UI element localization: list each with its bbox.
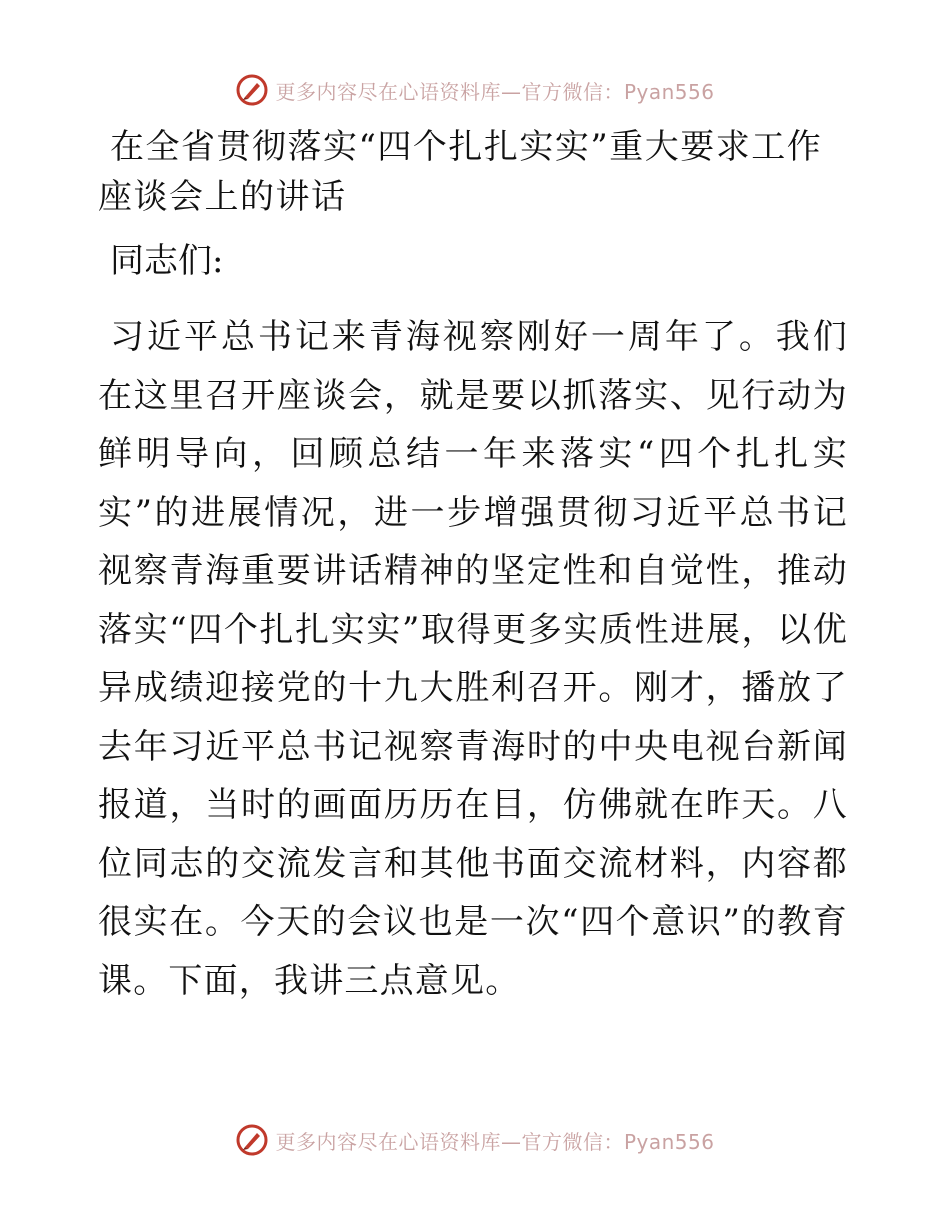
salutation: 同志们: (110, 241, 224, 281)
footer-watermark (0, 1120, 950, 1160)
watermark-text: 更多内容尽在心语资料库—官方微信：Pyan556 (275, 79, 715, 104)
watermark-text: 更多内容尽在心语资料库—官方微信：Pyan556 (275, 1129, 715, 1154)
document-body (98, 122, 848, 1010)
pen-nib-logo-icon (235, 1123, 269, 1157)
pen-nib-logo-icon (235, 73, 269, 107)
body-paragraph: 习近平总书记来青海视察刚好一周年了。我们在这里召开座谈会，就是要以抓落实、见行动为鲜明导向，回顾总结一年来落实“四个扎扎实实”的进展情况，进一步增强贯彻习近平总书记视察青海重要讲话精神的坚定性和自觉性，推动落实“四个扎扎实实”取得更多实质性进展，以优异成绩迎接党的十九大胜利召开。刚才，播放了去年习近平总书记视察青海时的中央电视台新闻报道，当时的画面历历在目，仿佛就在昨天。八位同志的交流发言和其他书面交流材料，内容都很实在。今天的会议也是一次“四个意识”的教育课。下面，我讲三点意见。 (98, 317, 848, 1001)
document-title: 在全省贯彻落实“四个扎扎实实”重大要求工作座谈会上的讲话 (98, 127, 823, 217)
header-watermark (0, 70, 950, 110)
